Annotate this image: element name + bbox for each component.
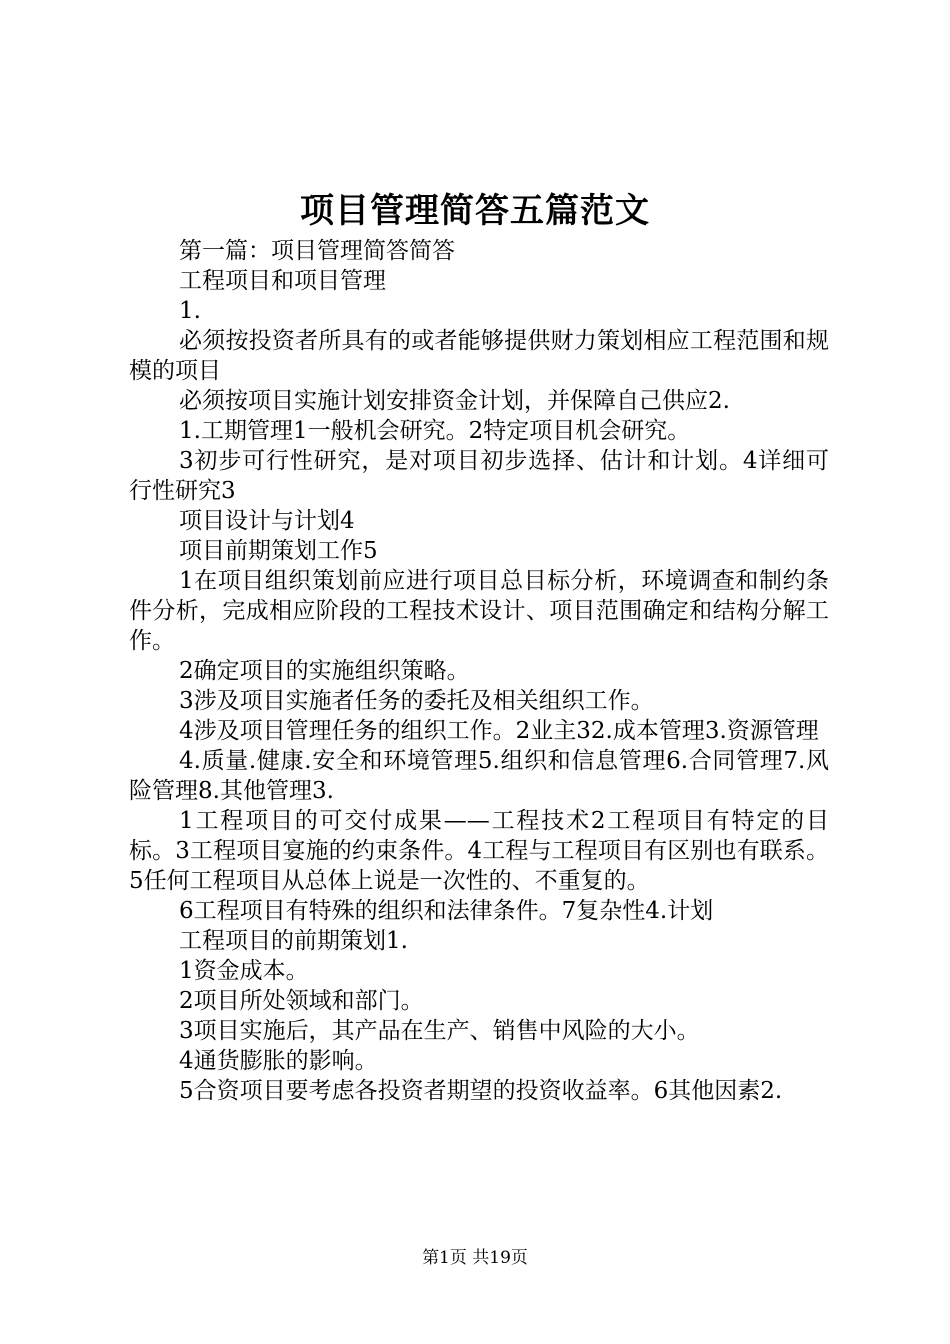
document-body: [129, 236, 829, 1106]
paragraph: 4通货膨胀的影响。: [179, 1048, 378, 1074]
paragraph: 3项目实施后，其产品在生产、销售中风险的大小。: [179, 1018, 700, 1044]
paragraph: 1.工期管理1一般机会研究。2特定项目机会研究。: [179, 418, 691, 444]
paragraph: 项目设计与计划4: [179, 508, 355, 534]
paragraph: 3涉及项目实施者任务的委托及相关组织工作。: [179, 688, 654, 714]
paragraph: 必须按项目实施计划安排资金计划，并保障自己供应2.: [179, 388, 730, 414]
document-title: 项目管理简答五篇范文: [300, 191, 650, 231]
paragraph: 第一篇：项目管理简答简答: [179, 238, 455, 264]
paragraph: 1在项目组织策划前应进行项目总目标分析，环境调查和制约条件分析，完成相应阶段的工程技术设计、项目范围确定和结构分解工作。: [129, 568, 829, 654]
paragraph: 6工程项目有特殊的组织和法律条件。7复杂性4.计划: [179, 898, 714, 924]
paragraph: 工程项目和项目管理: [179, 268, 386, 294]
paragraph: 3初步可行性研究，是对项目初步选择、估计和计划。4详细可行性研究3: [129, 448, 829, 504]
paragraph: 1.: [179, 298, 201, 324]
paragraph: 4.质量.健康.安全和环境管理5.组织和信息管理6.合同管理7.风险管理8.其他管理3.: [129, 748, 829, 804]
paragraph: 2项目所处领域和部门。: [179, 988, 424, 1014]
paragraph: 1工程项目的可交付成果——工程技术2工程项目有特定的目标。3工程项目宴施的约束条件。4工程与工程项目有区别也有联系。5任何工程项目从总体上说是一次性的、不重复的。: [129, 808, 829, 894]
paragraph: 5合资项目要考虑各投资者期望的投资收益率。6其他因素2.: [179, 1078, 783, 1104]
page-footer: 第1页 共19页: [422, 1248, 528, 1268]
paragraph: 4涉及项目管理任务的组织工作。2业主32.成本管理3.资源管理: [179, 718, 819, 744]
paragraph: 1资金成本。: [179, 958, 309, 984]
paragraph: 项目前期策划工作5: [179, 538, 378, 564]
paragraph: 必须按投资者所具有的或者能够提供财力策划相应工程范围和规模的项目: [129, 328, 829, 384]
paragraph: 2确定项目的实施组织策略。: [179, 658, 470, 684]
paragraph: 工程项目的前期策划1.: [179, 928, 408, 954]
